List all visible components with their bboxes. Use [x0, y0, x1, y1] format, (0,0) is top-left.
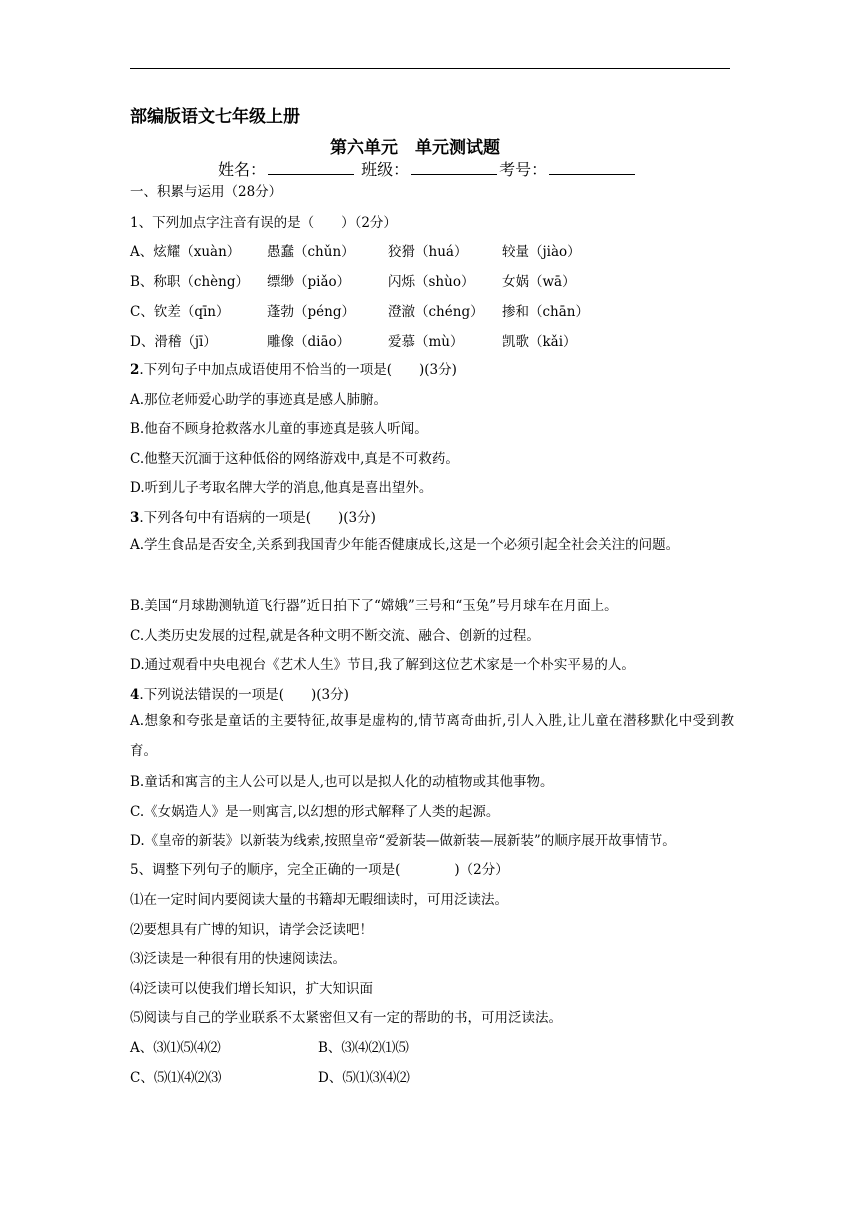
section-heading: 一、积累与运用（28分）	[130, 184, 283, 200]
q1-d-2: 雕像（diāo）	[267, 334, 351, 350]
student-info	[218, 157, 637, 180]
top-rule	[130, 68, 730, 69]
q5-sentence-2: ⑵要想具有广博的知识，请学会泛读吧！	[130, 922, 373, 938]
q1-a-4: 较量（jiào）	[502, 244, 581, 260]
q1-a-3: 狡猾（huá）	[388, 244, 468, 260]
class-field[interactable]	[411, 160, 497, 175]
q1-c-3: 澄澈（chéng）	[388, 304, 484, 320]
q3-number: 3	[130, 510, 140, 526]
book-title: 部编版语文七年级上册	[130, 107, 300, 127]
q1-b-4: 女娲（wā）	[502, 274, 576, 290]
q2-stem	[130, 358, 457, 378]
q4-option-c: C.《女娲造人》是一则寓言,以幻想的形式解释了人类的起源。	[130, 804, 500, 820]
page-title: 第六单元 单元测试题	[330, 138, 500, 158]
q5-stem: 5、调整下列句子的顺序，完全正确的一项是( )（2分）	[130, 862, 509, 878]
q1-d-3: 爱慕（mù）	[388, 334, 464, 350]
number-field[interactable]	[549, 160, 635, 175]
name-label: 姓名：	[218, 160, 267, 179]
q1-c-2: 蓬勃（péng）	[267, 304, 355, 320]
q3-option-d: D.通过观看中央电视台《艺术人生》节目,我了解到这位艺术家是一个朴实平易的人。	[130, 657, 635, 673]
q5-sentence-1: ⑴在一定时间内要阅读大量的书籍却无暇细读时，可用泛读法。	[130, 892, 508, 908]
q1-a-2: 愚蠢（chǔn）	[267, 244, 355, 260]
q2-number: 2	[130, 362, 140, 378]
q3-stem	[130, 506, 376, 526]
q3-option-c: C.人类历史发展的过程,就是各种文明不断交流、融合、创新的过程。	[130, 628, 540, 644]
q2-stem-text: .下列句子中加点成语使用不恰当的一项是( )(3分)	[139, 362, 457, 378]
q3-option-b: B.美国“月球勘测轨道飞行器”近日拍下了“嫦娥”三号和“玉兔”号月球车在月面上。	[130, 598, 618, 614]
q5-option-c: C、⑸⑴⑷⑵⑶	[130, 1070, 222, 1086]
number-label: 考号：	[499, 160, 548, 179]
q4-number: 4	[130, 687, 140, 703]
q2-option-d: D.听到儿子考取名牌大学的消息,他真是喜出望外。	[130, 480, 433, 496]
q4-option-d: D.《皇帝的新装》以新装为线索,按照皇帝“爱新装—做新装—展新装”的顺序展开故事情节。	[130, 833, 676, 849]
q4-stem	[130, 683, 349, 703]
q1-b-3: 闪烁（shùo）	[388, 274, 475, 290]
q1-d-1: D、滑稽（jī）	[130, 334, 217, 350]
q1-stem: 1、下列加点字注音有误的是（ ）（2分）	[130, 215, 397, 231]
q1-a-1: A、炫耀（xuàn）	[130, 244, 241, 260]
q2-option-b: B.他奋不顾身抢救落水儿童的事迹真是骇人听闻。	[130, 421, 428, 437]
q5-sentence-3: ⑶泛读是一种很有用的快速阅读法。	[130, 951, 346, 967]
q5-option-d: D、⑸⑴⑶⑷⑵	[318, 1070, 410, 1086]
q1-b-2: 缥缈（piǎo）	[267, 274, 351, 290]
q5-option-b: B、⑶⑷⑵⑴⑸	[318, 1040, 409, 1056]
q5-option-a: A、⑶⑴⑸⑷⑵	[130, 1040, 221, 1056]
q3-option-a: A.学生食品是否安全,关系到我国青少年能否健康成长,这是一个必须引起全社会关注的问题。	[130, 537, 680, 553]
q1-b-1: B、称职（chèng）	[130, 274, 250, 290]
q5-sentence-4: ⑷泛读可以使我们增长知识，扩大知识面	[130, 981, 373, 997]
name-field[interactable]	[268, 160, 354, 175]
q3-stem-text: .下列各句中有语病的一项是( )(3分)	[139, 510, 376, 526]
q1-d-4: 凯歌（kǎi）	[502, 334, 577, 350]
q1-c-1: C、钦差（qīn）	[130, 304, 230, 320]
q5-sentence-5: ⑸阅读与自己的学业联系不太紧密但又有一定的帮助的书，可用泛读法。	[130, 1010, 562, 1026]
q4-option-b: B.童话和寓言的主人公可以是人,也可以是拟人化的动植物或其他事物。	[130, 774, 554, 790]
q4-option-a: A.想象和夸张是童话的主要特征,故事是虚构的,情节离奇曲折,引人入胜,让儿童在潜移默化中受到教育。	[130, 713, 734, 759]
class-label: 班级：	[361, 160, 410, 179]
q2-option-a: A.那位老师爱心助学的事迹真是感人肺腑。	[130, 392, 388, 408]
q1-c-4: 掺和（chān）	[502, 304, 589, 320]
q4-stem-text: .下列说法错误的一项是( )(3分)	[139, 687, 349, 703]
q2-option-c: C.他整天沉湎于这种低俗的网络游戏中,真是不可救药。	[130, 451, 459, 467]
